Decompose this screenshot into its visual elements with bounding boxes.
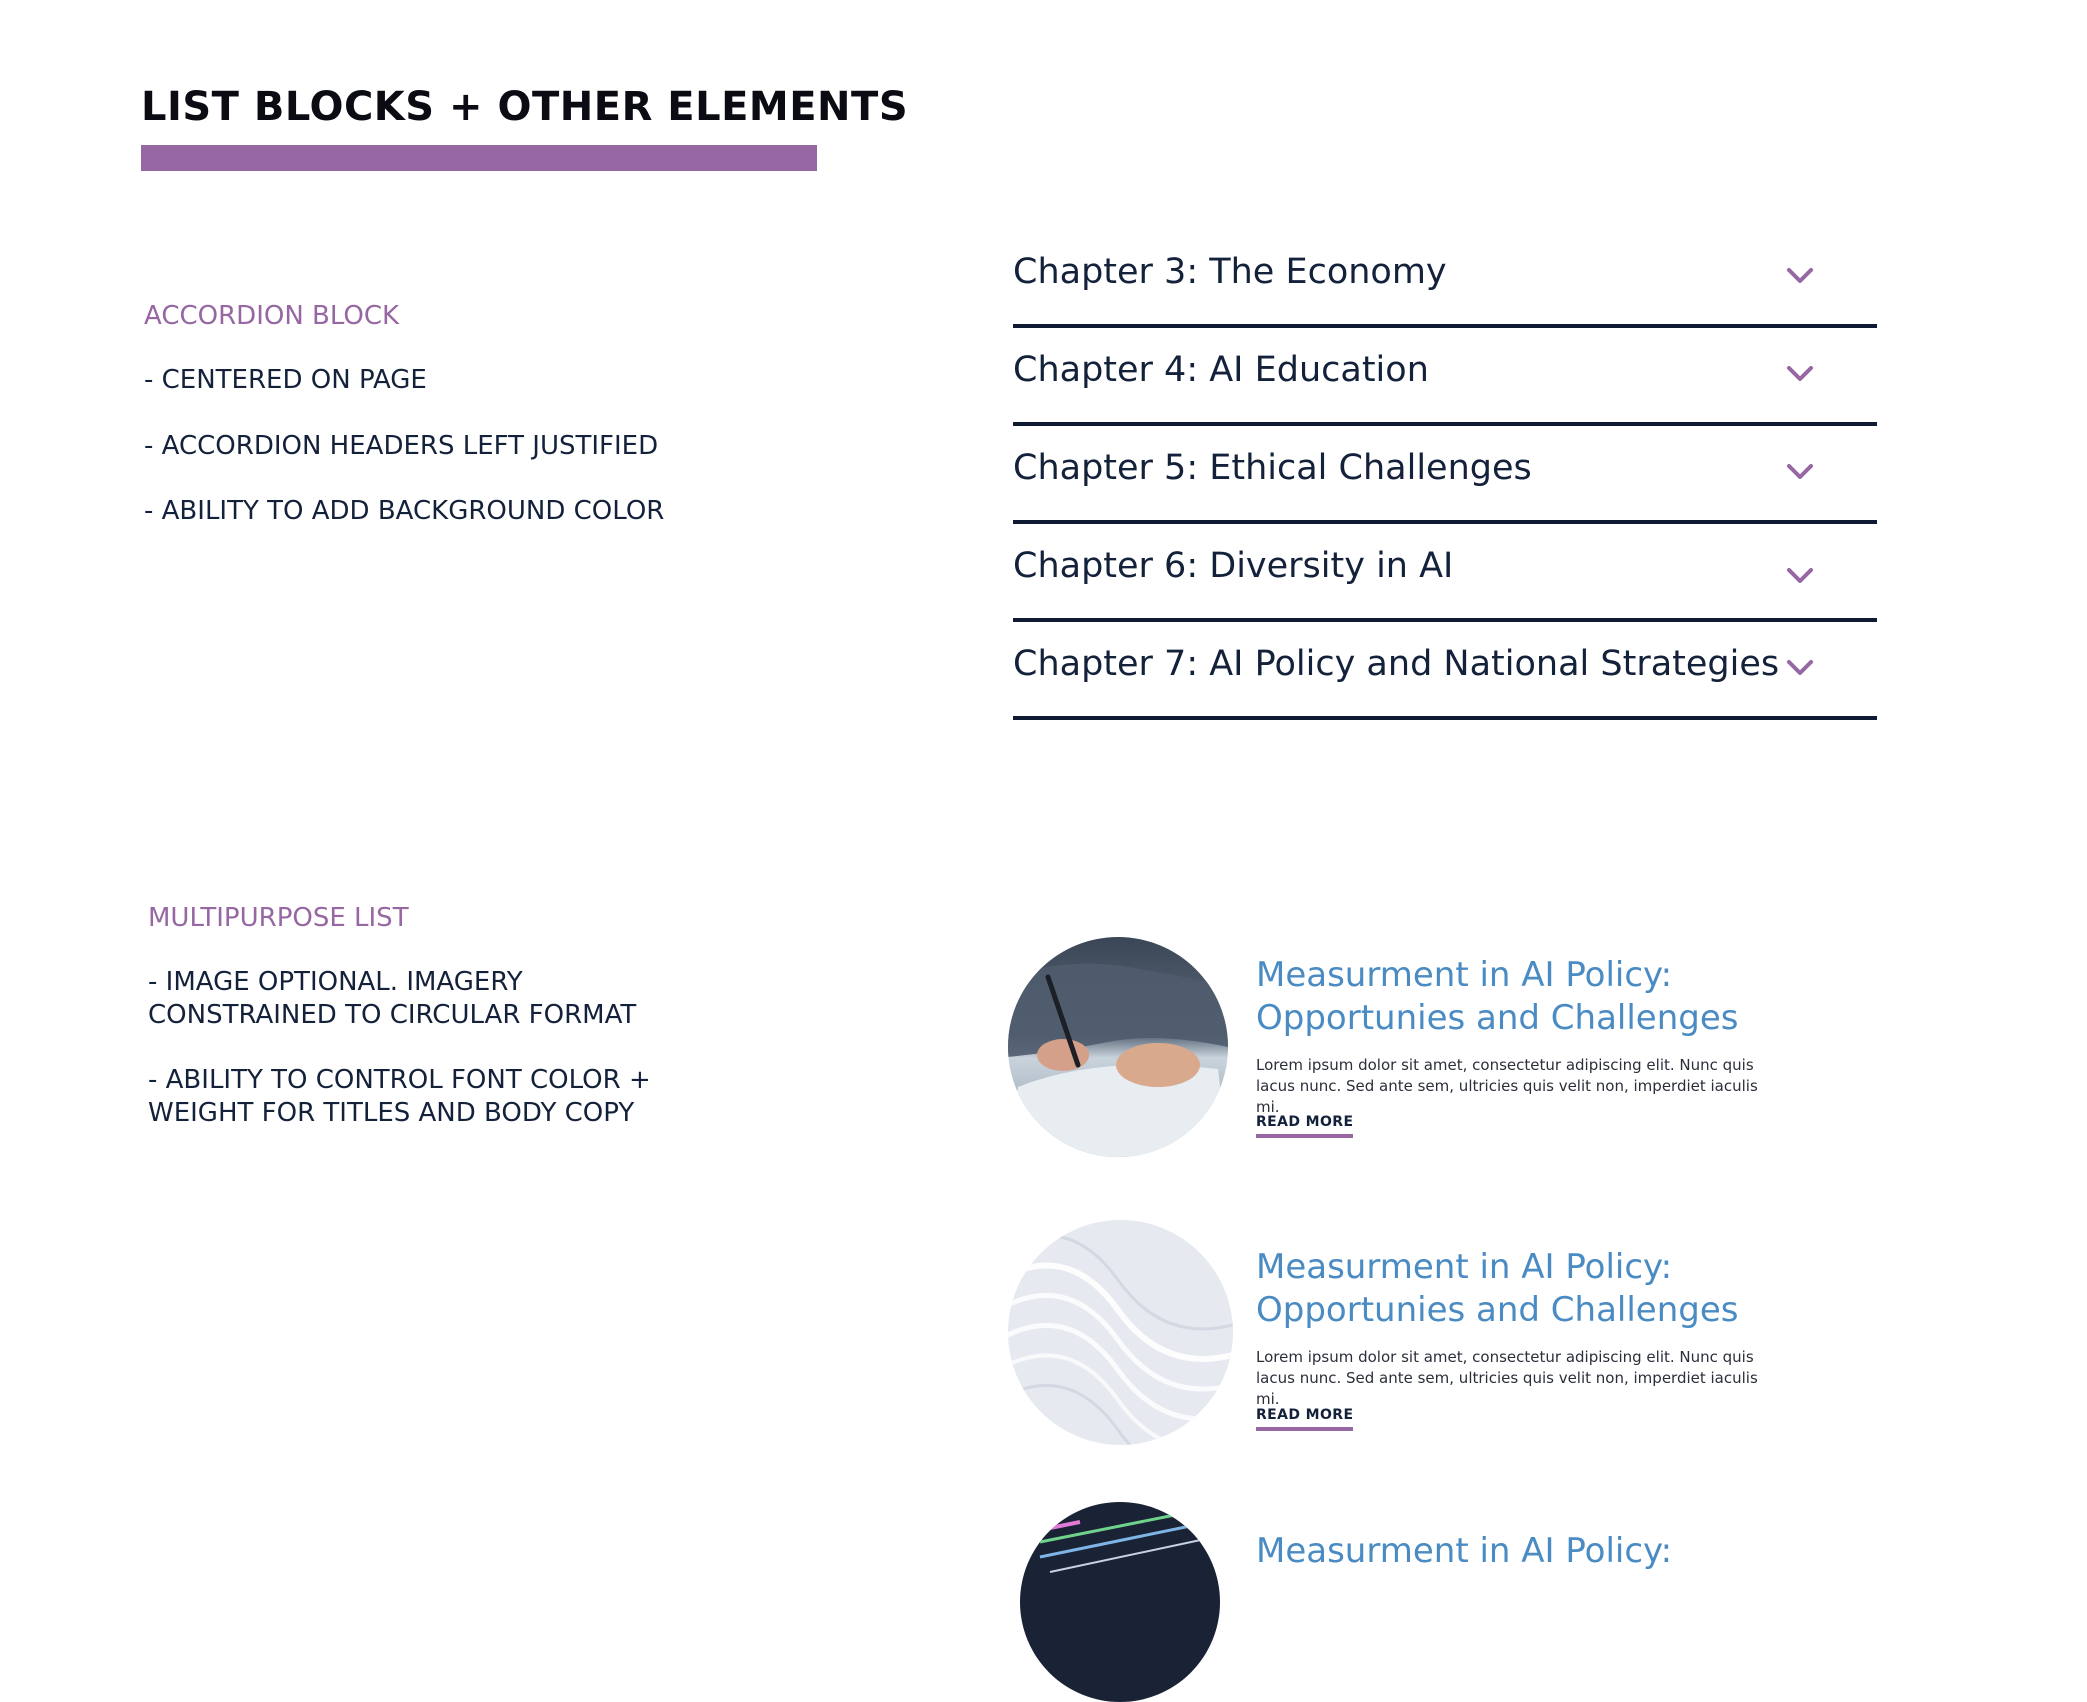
accordion-note-2: - ACCORDION HEADERS LEFT JUSTIFIED — [144, 431, 659, 461]
accordion-header-label: Chapter 6: Diversity in AI — [1013, 546, 1454, 586]
accordion — [1013, 230, 1877, 720]
chevron-down-icon[interactable] — [1785, 566, 1815, 586]
code-screen-photo — [1020, 1502, 1220, 1702]
chevron-down-icon[interactable] — [1785, 462, 1815, 482]
accordion-item-chapter-4[interactable] — [1013, 328, 1877, 426]
list-item-body: lacus nunc. Sed ante sem, ultricies quis velit non, imperdiet iaculis mi. — [1256, 1077, 1758, 1116]
accordion-item-chapter-7[interactable] — [1013, 622, 1877, 720]
abstract-white-waves-photo — [1008, 1220, 1233, 1445]
multipurpose-note-1a: - IMAGE OPTIONAL. IMAGERY — [148, 967, 523, 997]
title-underline-bar — [141, 145, 817, 171]
chevron-down-icon[interactable] — [1785, 658, 1815, 678]
list-item-title[interactable]: Measurment in AI Policy: — [1256, 1247, 1673, 1287]
list-item — [1008, 937, 1828, 1167]
chevron-down-icon[interactable] — [1785, 364, 1815, 384]
accordion-header-label: Chapter 3: The Economy — [1013, 252, 1447, 292]
accordion-header-label: Chapter 5: Ethical Challenges — [1013, 448, 1532, 488]
accordion-note-1: - CENTERED ON PAGE — [144, 365, 427, 395]
title-underline-fill — [141, 145, 817, 171]
list-item-title[interactable]: Measurment in AI Policy: — [1256, 955, 1673, 995]
list-item-body: lacus nunc. Sed ante sem, ultricies quis velit non, imperdiet iaculis mi. — [1256, 1369, 1758, 1408]
list-item-body: Lorem ipsum dolor sit amet, consectetur adipiscing elit. Nunc quis — [1256, 1056, 1754, 1074]
person-signing-document-photo — [1008, 937, 1228, 1157]
list-item-title[interactable]: Opportunies and Challenges — [1256, 998, 1739, 1038]
list-item — [1008, 1502, 1828, 1571]
multipurpose-note-2a: - ABILITY TO CONTROL FONT COLOR + — [148, 1065, 651, 1095]
list-item-title[interactable]: Opportunies and Challenges — [1256, 1290, 1739, 1330]
accordion-notes-heading: ACCORDION BLOCK — [144, 301, 400, 331]
accordion-item-chapter-3[interactable] — [1013, 230, 1877, 328]
multipurpose-notes-heading: MULTIPURPOSE LIST — [148, 903, 409, 933]
list-item-title[interactable]: Measurment in AI Policy: — [1256, 1531, 1673, 1571]
accordion-item-chapter-6[interactable] — [1013, 524, 1877, 622]
accordion-header-label: Chapter 4: AI Education — [1013, 350, 1429, 390]
accordion-header-label: Chapter 7: AI Policy and National Strategies — [1013, 644, 1780, 684]
multipurpose-note-2b: WEIGHT FOR TITLES AND BODY COPY — [148, 1098, 635, 1128]
chevron-down-icon[interactable] — [1785, 266, 1815, 286]
read-more-link[interactable]: READ MORE — [1256, 1114, 1353, 1138]
list-item — [1008, 1220, 1828, 1450]
multipurpose-note-1b: CONSTRAINED TO CIRCULAR FORMAT — [148, 1000, 637, 1030]
page-title: LIST BLOCKS + OTHER ELEMENTS — [141, 84, 909, 130]
accordion-item-chapter-5[interactable] — [1013, 426, 1877, 524]
accordion-note-3: - ABILITY TO ADD BACKGROUND COLOR — [144, 496, 665, 526]
list-item-body: Lorem ipsum dolor sit amet, consectetur adipiscing elit. Nunc quis — [1256, 1348, 1754, 1366]
read-more-link[interactable]: READ MORE — [1256, 1407, 1353, 1431]
